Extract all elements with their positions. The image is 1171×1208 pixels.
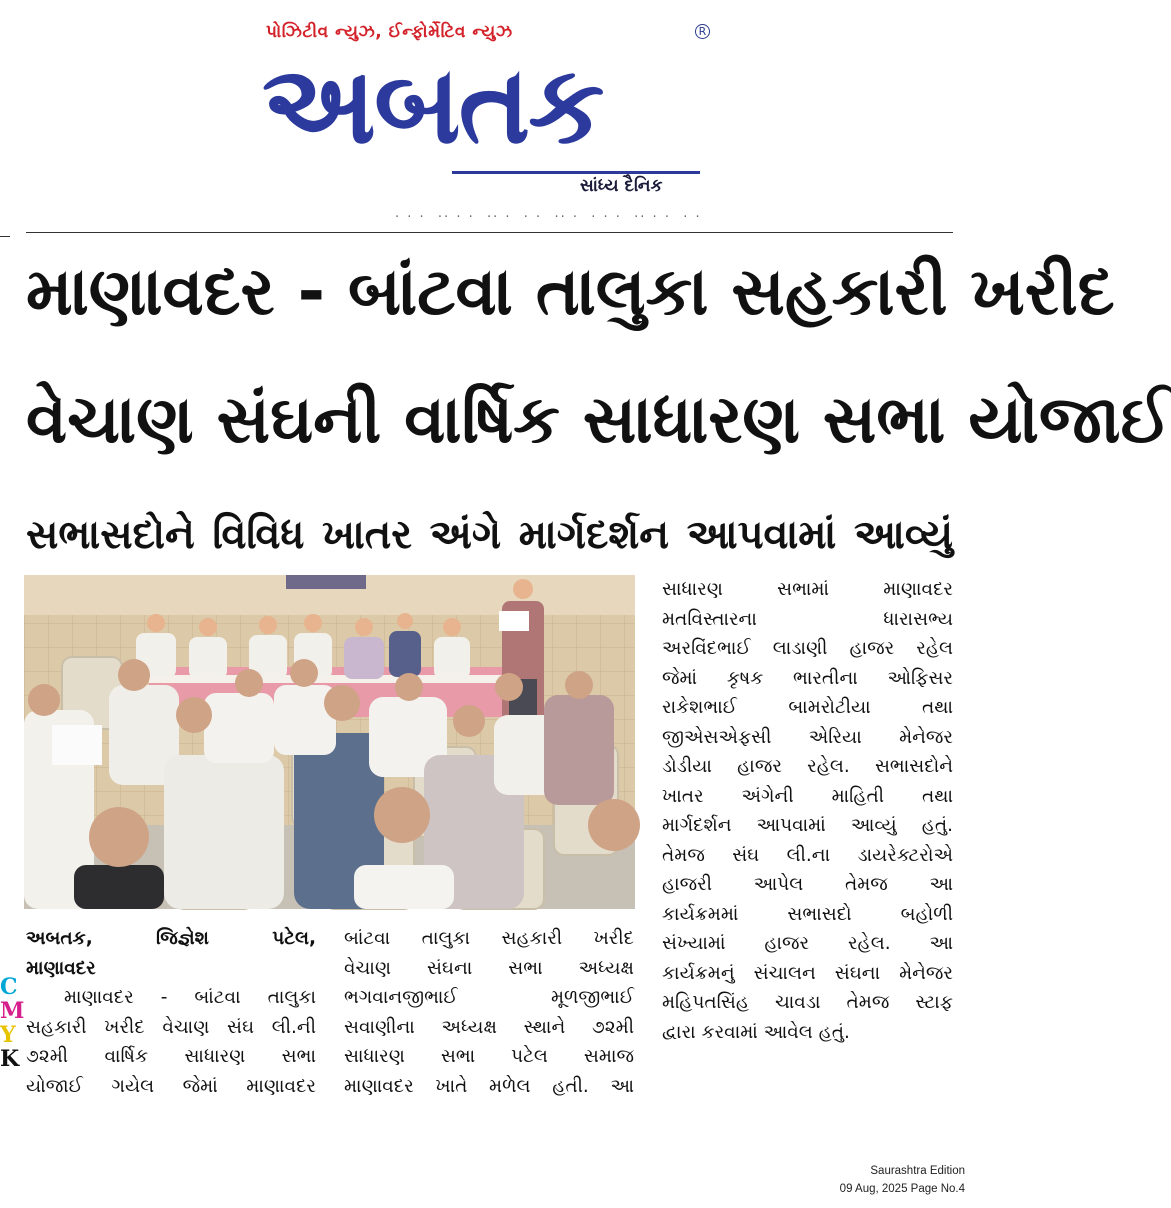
body-line: ભગવાનજીભાઈ મૂળજીભાઈ bbox=[344, 987, 634, 1008]
body-line: માર્ગદર્શન આપવામાં આવ્યું હતું. bbox=[662, 815, 953, 836]
edition-info bbox=[840, 1162, 965, 1198]
article-column-1 bbox=[26, 924, 316, 1101]
body-line: મતવિસ્તારના ધારાસભ્ય bbox=[662, 608, 953, 630]
masthead-subbrand: સાંધ્ય દૈનિક bbox=[580, 176, 663, 196]
body-line: સાધારણ સભા પટેલ સમાજ bbox=[344, 1046, 634, 1067]
body-line: રાકેશભાઈ બામરોટીયા તથા bbox=[662, 697, 953, 718]
body-line: દ્વારા કરવામાં આવેલ હતું. bbox=[662, 1021, 850, 1043]
body-line: મહિપતસિંહ ચાવડા તેમજ સ્ટાફ bbox=[662, 992, 953, 1013]
cmyk-letter: K bbox=[0, 1046, 20, 1072]
body-line: ખાતર અંગેની માહિતી તથા bbox=[662, 785, 953, 807]
meeting-photo bbox=[24, 575, 635, 909]
masthead bbox=[262, 18, 712, 208]
body-line: કાર્યક્રમમાં સભાસદો બહોળી bbox=[662, 903, 953, 925]
header-rule bbox=[26, 232, 953, 233]
brand-underline bbox=[452, 171, 700, 174]
margin-tick bbox=[0, 236, 10, 237]
meeting-photo-icon bbox=[24, 575, 635, 909]
body-line: જેમાં કૃષક ભારતીના ઓફિસર bbox=[662, 667, 953, 689]
body-line: સવાણીના અધ્યક્ષ સ્થાને ૭૨મી bbox=[344, 1016, 634, 1038]
body-line: સાધારણ સભામાં માણાવદર bbox=[662, 579, 953, 600]
dateline: માણાવદર bbox=[26, 957, 96, 979]
brand-logo: અબતક bbox=[262, 43, 603, 168]
body-line: વેચાણ સંઘના સભા અધ્યક્ષ bbox=[344, 957, 634, 979]
edition-date-page: 09 Aug, 2025 Page No.4 bbox=[839, 1183, 965, 1195]
cropped-text-strip: · · · ·· · · ·· · · · ·· · · · · ·· · · · · bbox=[395, 210, 702, 225]
body-line: બાંટવા તાલુકા સહકારી ખરીદ bbox=[344, 928, 634, 949]
headline-line-1: માણાવદર - બાંટવા તાલુકા સહકારી ખરીદ bbox=[26, 253, 1115, 330]
cmyk-letter: C bbox=[0, 974, 18, 1000]
registered-mark-icon: R bbox=[695, 24, 710, 39]
body-line: તેમજ સંઘ લી.ના ડાયરેક્ટરોએ bbox=[662, 844, 953, 866]
body-line: ૭૨મી વાર્ષિક સાધારણ સભા bbox=[26, 1046, 316, 1067]
article-column-2 bbox=[344, 924, 634, 1101]
cmyk-letter: Y bbox=[0, 1022, 16, 1048]
body-line: માણાવદર ખાતે મળેલ હતી. આ bbox=[344, 1075, 634, 1097]
body-line: ડોડીયા હાજર રહેલ. સભાસદોને bbox=[662, 756, 953, 777]
body-line: સહકારી ખરીદ વેચાણ સંઘ લી.ની bbox=[26, 1016, 316, 1038]
body-line: યોજાઈ ગયેલ જેમાં માણાવદર bbox=[26, 1075, 316, 1097]
cmyk-registration-marks bbox=[0, 974, 25, 1072]
article-column-3 bbox=[662, 575, 953, 1047]
body-line: કાર્યક્રમનું સંચાલન સંઘના મેનેજર bbox=[662, 962, 953, 984]
edition-name: Saurashtra Edition bbox=[870, 1165, 965, 1177]
subheadline: સભાસદોને વિવિધ ખાતર અંગે માર્ગદર્શન આપવામાં આવ્યું bbox=[26, 512, 953, 558]
body-line: અરવિંદભાઈ લાડાણી હાજર રહેલ bbox=[662, 638, 953, 659]
masthead-tagline: પોઝિટીવ ન્યુઝ, ઈન્ફોર્મેટિવ ન્યુઝ bbox=[266, 22, 513, 42]
body-line: જીએસએફસી એરિયા મેનેજર bbox=[662, 726, 953, 748]
body-line: માણાવદર - બાંટવા તાલુકા bbox=[64, 987, 316, 1008]
headline-line-2: વેચાણ સંઘની વાર્ષિક સાધારણ સભા યોજાઈ bbox=[26, 381, 1171, 458]
body-line: હાજરી આપેલ તેમજ આ bbox=[662, 874, 953, 895]
body-line: સંખ્યામાં હાજર રહેલ. આ bbox=[662, 933, 953, 954]
cmyk-letter: M bbox=[0, 998, 25, 1024]
byline: અબતક, જિજ્ઞેશ પટેલ, bbox=[26, 928, 316, 949]
